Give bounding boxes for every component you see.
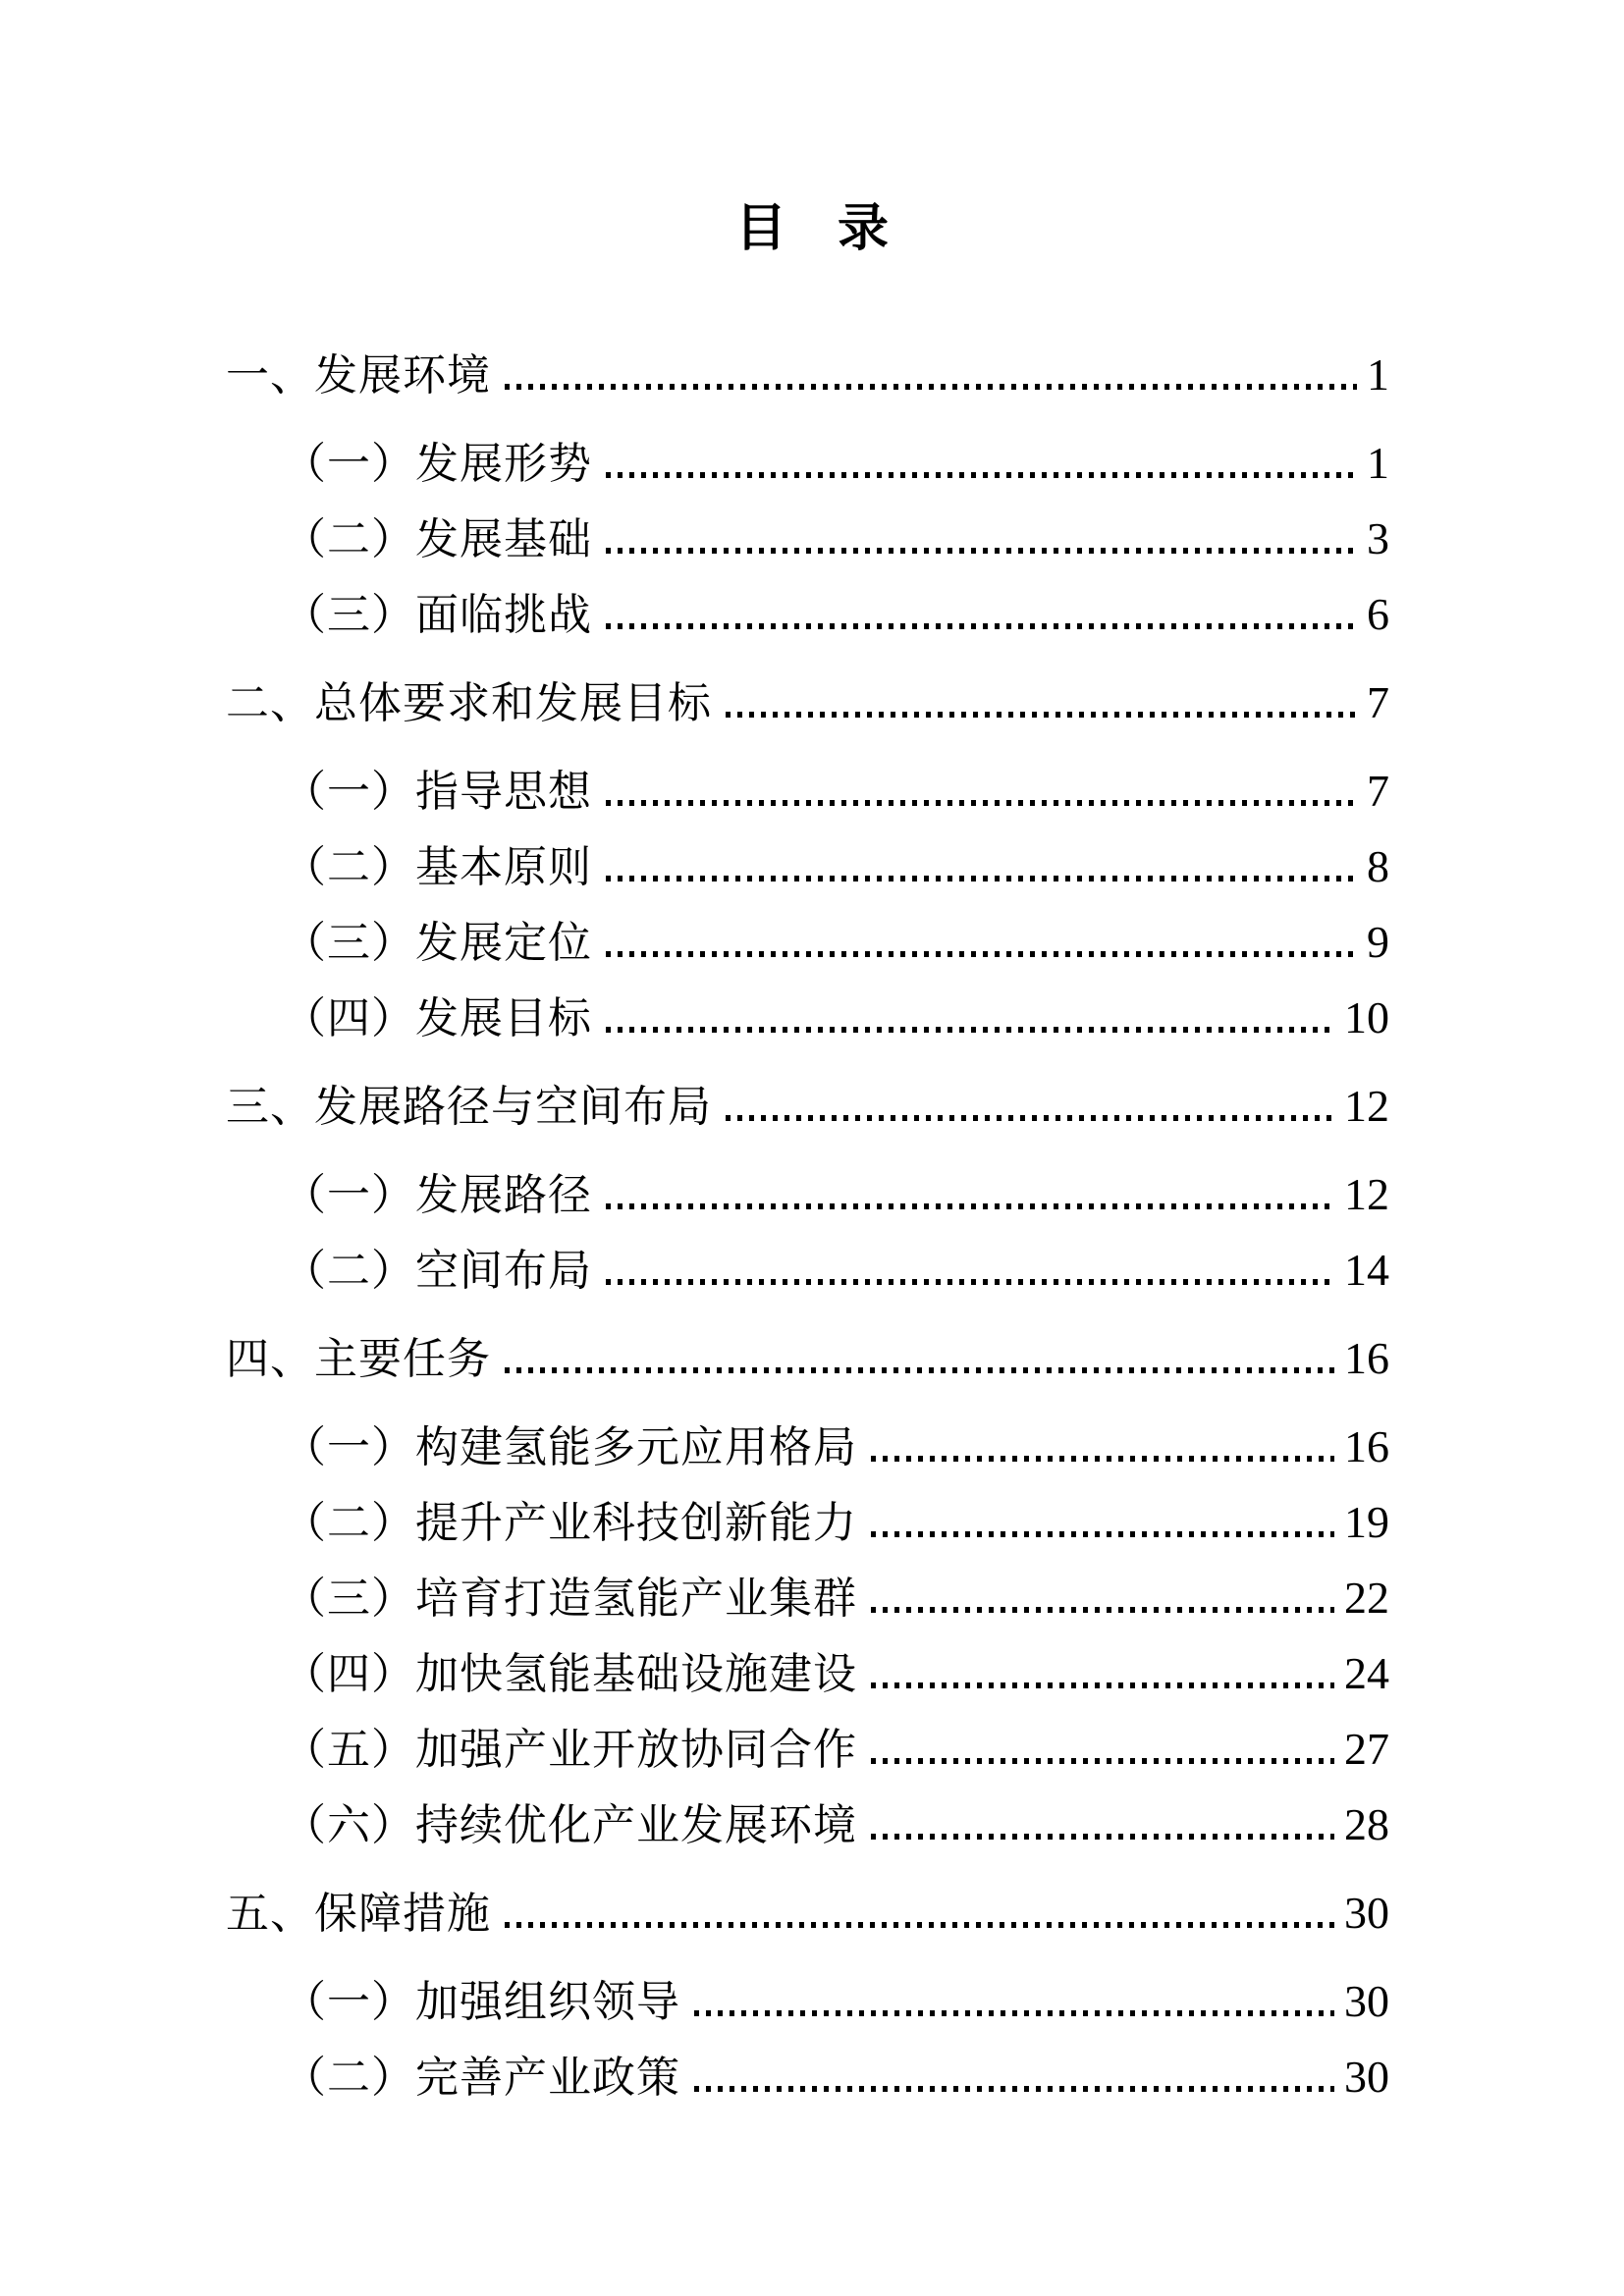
toc-entry[interactable] xyxy=(226,576,1389,652)
toc-entry-page-number: 8 xyxy=(1367,841,1389,891)
toc-entry-page-number: 16 xyxy=(1344,1333,1389,1383)
toc-dot-leader xyxy=(871,1682,1334,1688)
toc-dot-leader xyxy=(726,712,1357,718)
toc-entry-label: （一）发展路径 xyxy=(283,1171,592,1219)
toc-entry-page-number: 3 xyxy=(1367,513,1389,563)
toc-dot-leader xyxy=(606,472,1357,478)
toc-entry[interactable] xyxy=(226,904,1389,980)
toc-entry-page-number: 7 xyxy=(1367,766,1389,816)
toc-entry[interactable] xyxy=(226,1068,1389,1144)
toc-entry-page-number: 27 xyxy=(1344,1724,1389,1774)
toc-entry-page-number: 12 xyxy=(1344,1169,1389,1219)
toc-dot-leader xyxy=(606,1203,1334,1209)
toc-entry-page-number: 12 xyxy=(1344,1081,1389,1131)
toc-dot-leader xyxy=(606,548,1357,554)
toc-entry-label: （六）持续优化产业发展环境 xyxy=(283,1801,857,1849)
toc-entry-label: （二）基本原则 xyxy=(283,843,592,891)
toc-dot-leader xyxy=(871,1834,1334,1840)
toc-entry[interactable] xyxy=(226,1875,1389,1950)
toc-dot-leader xyxy=(871,1456,1334,1462)
toc-list xyxy=(226,324,1389,2114)
toc-entry-label: （三）发展定位 xyxy=(283,919,592,967)
toc-entry[interactable] xyxy=(226,2039,1389,2114)
page-title: 目 录 xyxy=(734,200,889,257)
toc-entry-label: （二）空间布局 xyxy=(283,1247,592,1295)
toc-dot-leader xyxy=(726,1115,1334,1121)
toc-entry-page-number: 24 xyxy=(1344,1648,1389,1698)
toc-entry-page-number: 30 xyxy=(1344,1976,1389,2026)
toc-entry-label: 五、保障措施 xyxy=(226,1890,491,1938)
toc-entry-page-number: 14 xyxy=(1344,1245,1389,1295)
toc-entry[interactable] xyxy=(226,1963,1389,2039)
toc-dot-leader xyxy=(606,623,1357,629)
toc-dot-leader xyxy=(606,1027,1334,1033)
toc-entry[interactable] xyxy=(226,1711,1389,1787)
toc-entry-page-number: 10 xyxy=(1344,992,1389,1042)
toc-entry-page-number: 28 xyxy=(1344,1799,1389,1849)
toc-entry[interactable] xyxy=(226,425,1389,501)
toc-entry-label: （一）加强组织领导 xyxy=(283,1978,680,2026)
toc-entry-page-number: 30 xyxy=(1344,2052,1389,2102)
toc-entry-page-number: 7 xyxy=(1367,677,1389,727)
toc-dot-leader xyxy=(505,384,1357,390)
toc-entry[interactable] xyxy=(226,665,1389,740)
toc-entry[interactable] xyxy=(226,1560,1389,1635)
toc-entry-page-number: 22 xyxy=(1344,1573,1389,1623)
toc-entry-page-number: 6 xyxy=(1367,589,1389,639)
toc-entry[interactable] xyxy=(226,828,1389,904)
toc-entry-page-number: 9 xyxy=(1367,917,1389,967)
toc-dot-leader xyxy=(871,1607,1334,1613)
toc-entry-page-number: 1 xyxy=(1367,349,1389,400)
toc-entry-label: （二）提升产业科技创新能力 xyxy=(283,1499,857,1547)
toc-entry-label: （一）发展形势 xyxy=(283,440,592,488)
toc-entry[interactable] xyxy=(226,1787,1389,1862)
toc-entry[interactable] xyxy=(226,1232,1389,1308)
toc-entry[interactable] xyxy=(226,1156,1389,1232)
toc-dot-leader xyxy=(871,1758,1334,1764)
toc-entry[interactable] xyxy=(226,980,1389,1055)
toc-entry[interactable] xyxy=(226,337,1389,412)
toc-entry[interactable] xyxy=(226,501,1389,576)
toc-entry-label: 三、发展路径与空间布局 xyxy=(226,1083,712,1131)
toc-dot-leader xyxy=(606,876,1357,881)
toc-dot-leader xyxy=(871,1531,1334,1537)
toc-dot-leader xyxy=(694,2010,1334,2016)
toc-entry-page-number: 30 xyxy=(1344,1888,1389,1938)
toc-entry-page-number: 16 xyxy=(1344,1421,1389,1471)
toc-entry-label: （一）构建氢能多元应用格局 xyxy=(283,1423,857,1471)
toc-entry-label: 二、总体要求和发展目标 xyxy=(226,679,712,727)
toc-entry-page-number: 1 xyxy=(1367,438,1389,488)
toc-entry-label: （二）发展基础 xyxy=(283,515,592,563)
toc-dot-leader xyxy=(505,1367,1334,1373)
toc-entry[interactable] xyxy=(226,1409,1389,1484)
toc-entry[interactable] xyxy=(226,1635,1389,1711)
toc-entry[interactable] xyxy=(226,1320,1389,1396)
toc-entry[interactable] xyxy=(226,753,1389,828)
toc-entry-label: 一、发展环境 xyxy=(226,351,491,400)
toc-dot-leader xyxy=(606,951,1357,957)
toc-entry-page-number: 19 xyxy=(1344,1497,1389,1547)
toc-dot-leader xyxy=(606,1279,1334,1285)
toc-entry-label: 四、主要任务 xyxy=(226,1335,491,1383)
toc-dot-leader xyxy=(505,1922,1334,1928)
toc-entry[interactable] xyxy=(226,1484,1389,1560)
toc-entry-label: （一）指导思想 xyxy=(283,768,592,816)
toc-entry-label: （二）完善产业政策 xyxy=(283,2054,680,2102)
toc-entry-label: （五）加强产业开放协同合作 xyxy=(283,1726,857,1774)
toc-dot-leader xyxy=(606,800,1357,806)
toc-entry-label: （三）面临挑战 xyxy=(283,591,592,639)
toc-dot-leader xyxy=(694,2086,1334,2092)
toc-entry-label: （三）培育打造氢能产业集群 xyxy=(283,1575,857,1623)
toc-entry-label: （四）加快氢能基础设施建设 xyxy=(283,1650,857,1698)
toc-entry-label: （四）发展目标 xyxy=(283,994,592,1042)
